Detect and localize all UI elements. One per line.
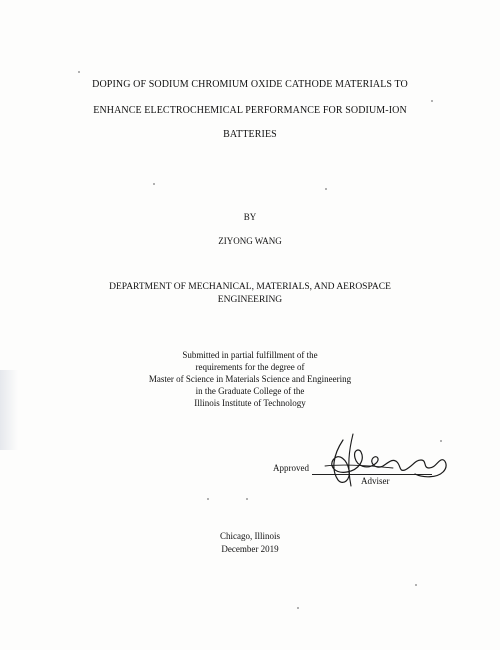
- approved-label: Approved: [273, 463, 309, 473]
- author-name: ZIYONG WANG: [218, 236, 282, 246]
- submission-line-1: Submitted in partial fulfillment of the: [182, 350, 318, 360]
- adviser-label: Adviser: [361, 476, 390, 486]
- scan-speck: [297, 607, 299, 609]
- by-label: BY: [243, 212, 257, 222]
- submission-line-5: Illinois Institute of Technology: [194, 398, 306, 408]
- department-line-1: DEPARTMENT OF MECHANICAL, MATERIALS, AND AEROSPACE: [109, 282, 391, 292]
- thesis-title-line-1: DOPING OF SODIUM CHROMIUM OXIDE CATHODE MATERIALS TO: [92, 79, 408, 90]
- scan-speck: [153, 183, 155, 185]
- scan-speck: [325, 188, 327, 190]
- submission-line-4: in the Graduate College of the: [195, 386, 305, 396]
- department-line-2: ENGINEERING: [217, 295, 283, 305]
- scan-speck: [415, 584, 417, 586]
- thesis-title-line-2: ENHANCE ELECTROCHEMICAL PERFORMANCE FOR SODIUM-ION: [93, 105, 407, 116]
- thesis-title-line-3: BATTERIES: [223, 129, 277, 140]
- scan-speck: [431, 100, 433, 102]
- scan-speck: [440, 440, 442, 442]
- submission-date: December 2019: [221, 544, 279, 554]
- scan-speck: [246, 498, 248, 500]
- submission-line-3: Master of Science in Materials Science and Engineering: [148, 374, 352, 384]
- scan-speck: [207, 498, 209, 500]
- location-city: Chicago, Illinois: [220, 531, 280, 541]
- submission-line-2: requirements for the degree of: [195, 362, 305, 372]
- scan-speck: [78, 71, 80, 73]
- handwritten-signature: [303, 430, 453, 490]
